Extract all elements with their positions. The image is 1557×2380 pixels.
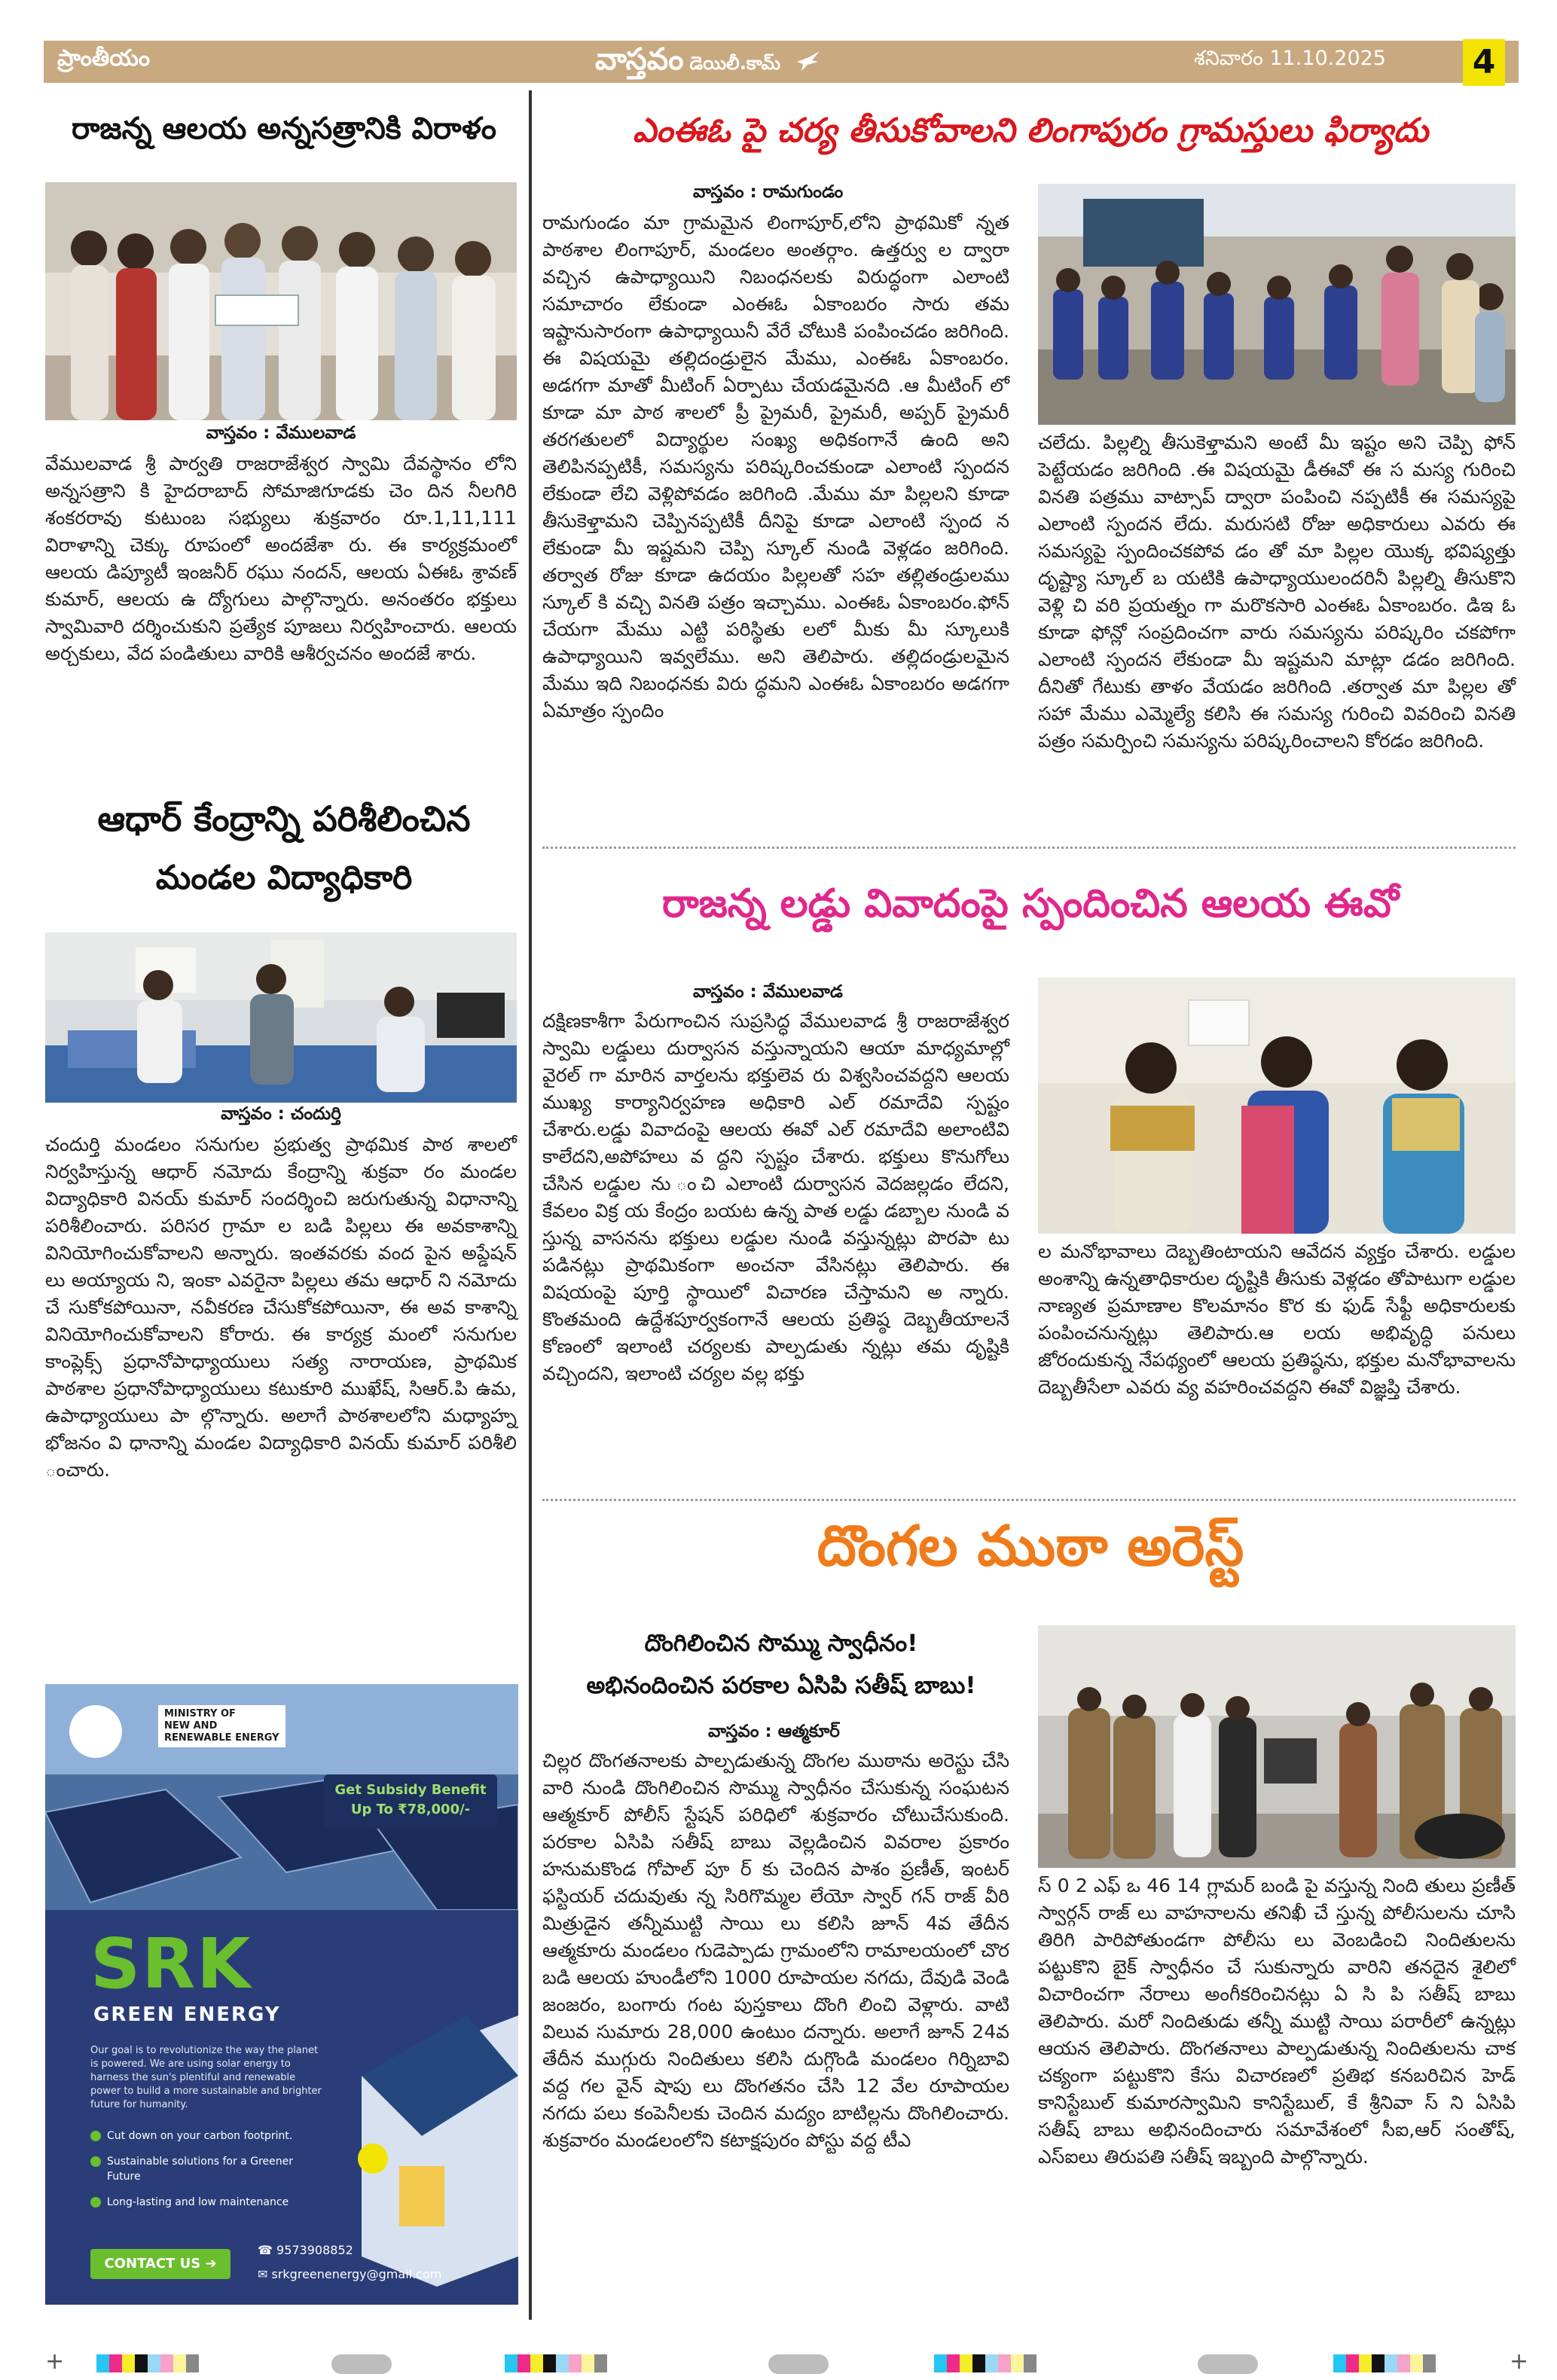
subsidy-line2: Up To ₹78,000/-	[350, 1802, 471, 1817]
right-story3-dateline: వాస్తవం : ఆత్మకూర్	[708, 1722, 840, 1741]
temple-eo-photo	[1038, 978, 1516, 1234]
contact-us-label: CONTACT US	[104, 2256, 201, 2272]
state-emblem-icon	[69, 1705, 122, 1758]
srk-green-energy-ad	[45, 1684, 518, 2305]
bird-icon	[795, 50, 821, 72]
right-story3-body-col1: చిల్లర దొంగతనాలకు పాల్పడుతున్న దొంగల ముఠాను అరెస్టు చేసి వారి నుండి దొంగిలించిన సొమ్ము స్వాధీనం చేసుకున్న సంఘటన ఆత్మకూర్ పోలీస్ స్టేషన్ పరిధిలో శుక్రవారం చోటుచేసుకుంది. పరకాల ఏసిపి సతీష్ బాబు వెల్లడించిన వివరాల ప్రకారం హనుమకొండ గోపాల్ పూ ర్ కు చెందిన పాశం ప్రణీత్, ఇంటర్ ఫస్టియర్ చదువుతు న్న సిరిగొమ్మల లేయో స్వార్ గన్ రాజ్ వీరి మిత్రుడైన తన్నీముట్టి సాయి లు కలిసి జూన్ 4వ తేదీన ఆత్మకూరు మండలం గుడెప్పాడు గ్రామంలోని రామాలయంలో చొర బడి ఆలయ హుండీలోని 1000 రూపాయల నగదు, దేవుడి వెండి జంజరం, బంగారు గంట పుస్తకాలు దొంగి లించి వెళ్లారు. వాటి విలువ సుమారు 28,000 ఉంటుం దన్నారు. అలాగే జూన్ 24వ తేదీన ముగ్గురు నిందితులు కలిసి దుగ్గొండి మండలం గిర్నిబావి వద్ద గల వైన్ షాపు లు దొంగతనం చేసి 12 వేల రూపాయల నగదు పలు కంపెనీలకు చెందిన మద్యం బాటిల్లను దొంగిలించారు. శుక్రవారం మండలంలోని కటాక్షపురం పోస్టు వద్ద టీఎ	[542, 1750, 1009, 2151]
right-story1-body-col2: చలేదు. పిల్లల్ని తీసుకెళ్తామని అంటే మీ ఇష్టం అని చెప్పి ఫోన్ పెట్టేయడం జరిగింది .ఈ విషయమై డీఈవో ఈ స మస్య గురించి వినతి పత్రము వాట్సాప్ ద్వారా పంపించి నప్పటికీ ఈ సమస్యపై ఎలాంటి స్పందన లేదు. మరుసటి రోజు అధికారులు ఎవరు ఈ సమస్యపై స్పందించకపోవ డం తో మా పిల్లల యొక్క భవిష్యత్తు దృష్ట్యా స్కూల్ బ యటికి ఉపాధ్యాయులందరినీ పిల్లల్ని తీసుకొని వెళ్లి చి వరి ప్రయత్నం గా మరొకసారి ఎంఈఓ ఏకాంబరం. డిఇ ఓ కూడా ఫోన్లో సంప్రదించగా వారు సమస్యను పరిష్కరిం చకపోగా ఎలాంటి స్పందన లేకుండా మీ ఇష్టమని మాట్లా డడం జరిగింది. దీనితో గేటుకు తాళం వేయడం జరిగింది .తర్వాత మా పిల్లల తో సహా మేము ఎమ్మెల్యే కలిసి ఈ సమస్య గురించి వివరించి వినతి పత్రం సమర్పించి సమస్యను పరిష్కరించాలని కోరడం జరిగింది.	[1038, 432, 1516, 752]
ad-phone	[258, 2243, 353, 2257]
section-separator	[542, 847, 1516, 849]
story2-dateline: వాస్తవం : చందుర్తి	[221, 1104, 341, 1124]
ad-email	[258, 2267, 441, 2281]
subsidy-badge	[324, 1774, 497, 1829]
story1-dateline: వాస్తవం : వేములవాడ	[206, 423, 356, 443]
ad-point-text: Cut down on your carbon footprint.	[107, 2130, 293, 2142]
right-story3-body-col2: స్ 0 2 ఎఫ్ ఒ 46 14 గ్లామర్ బండి పై వస్తున్న నింది తులు ప్రణీత్ స్వార్గన్ రాజ్ లు వాహనాలను తనిఖీ చే స్తున్న పోలీసులను చూసి తిరిగి పారిపోతుండగా పోలీసు లు వెంబడించి నిందితులను పట్టుకొని బైక్ స్వాధీనం చే సుకున్నారు వారిని తనదైన శైలిలో విచారించగా నేరాలు అంగీకరించినట్లు ఏ సి పి సతీష్ బాబు తెలిపారు. మరో నిందితుడు తన్నీ ముట్టి సాయి పరారీలో ఉన్నట్లు ఆయన తెలిపారు. దొంగతనాలు పాల్పడుతున్న నిందితులను చాక చక్యంగా పట్టుకొని కేసు విచారణలో ప్రతిభ కనబరిచిన హెడ్ కానిస్టేబుల్ కుమారస్వామిని కానిస్టేబుల్, కే శ్రీనివా స్ ని ఏసిపి సతీష్ బాబు అభినందించారు సమావేశంలో సీఐ,ఆర్ సంతోష్, ఎస్ఐలు తిరుపతి సతీష్ ఇబ్బంది పాల్గొన్నారు.	[1038, 1875, 1516, 2168]
masthead-title: వాస్తవం	[595, 42, 684, 77]
left-story1-headline: రాజన్న ఆలయ అన్నసత్రానికి విరాళం	[71, 111, 497, 146]
masthead	[595, 42, 821, 84]
issue-date: శనివారం 11.10.2025	[1194, 47, 1386, 70]
section-separator	[542, 1499, 1516, 1501]
right-story3-sub2: అభినందించిన పరకాల ఏసిపి సతీష్ బాబు!	[586, 1672, 976, 1699]
section-label: ప్రాంతీయం	[57, 45, 151, 72]
leaf-icon	[90, 2131, 101, 2141]
ad-email-address: srkgreenenergy@gmail.com	[271, 2267, 442, 2281]
ad-phone-number: 9573908852	[276, 2243, 353, 2257]
gang-arrest-photo	[1038, 1625, 1516, 1868]
right-story2-body-col1: దక్షిణకాశీగా పేరుగాంచిన సుప్రసిద్ధ వేములవాడ శ్రీ రాజరాజేశ్వర స్వామి లడ్డులు దుర్వాసన వస్తున్నాయని ఆయా మాధ్యమాల్లో వైరల్ గా మారిన వార్తలను భక్తులెవ రు విశ్వసించవద్దని ఆలయ ముఖ్య కార్యానిర్వహణ అధికారి ఎల్ రమాదేవి స్పష్టం చేశారు.లడ్డు వివాదంపై ఆలయ ఈవో ఎల్ రమాదేవి అలాంటివి కాలేదని,అపోహలు వ ద్దని స్పష్టం చేశారు. భక్తులు కొనుగోలు చేసిన లడ్డుల ను ంచి ఎలాంటి దుర్వాసన వెదజల్లడం లేదని, కేవలం విక్ర య కేంద్రం బయట ఉన్న పాత లడ్డు డబ్బాల నుండి వ స్తున్న వాసనను భక్తులు లడ్డుల నుండి వస్తున్నట్లు పొరపా టు పడినట్లు ప్రాథమికంగా అంచనా వేసినట్లు తెలిపారు. ఈ విషయంపై పూర్తి స్థాయిలో విచారణ చేస్తామని అ న్నారు. కొంతమంది ఉద్దేశపూర్వకంగానే ఆలయ ప్రతిష్ఠ దెబ్బతీయాలనే కోణంలో ఇలాంటి చర్యలకు పాల్పడుతు న్నట్లు తమ దృష్టికి వచ్చిందని, ఇలాంటి చర్యల వల్ల భక్తు	[542, 1010, 1009, 1384]
parents-protest-photo	[1038, 184, 1516, 425]
masthead-sub: డెయిలీ.కామ్	[689, 53, 781, 74]
subsidy-line1: Get Subsidy Benefit	[334, 1782, 487, 1798]
registration-mark-left: +	[45, 2348, 65, 2375]
ad-point	[90, 2195, 316, 2210]
page-number: 4	[1463, 39, 1505, 86]
ad-goal-text: Our goal is to revolutionize the way the planet is powered. We are using solar energy to harness the sun's plentiful and renewable power to build a more sustainable and brighter future for humanity.	[90, 2045, 322, 2110]
column-divider	[529, 90, 532, 2320]
ministry-line2: NEW AND	[164, 1720, 218, 1732]
ad-point	[90, 2154, 316, 2184]
right-story1-headline: ఎంఈఓ పై చర్య తీసుకోవాలని లింగాపురం గ్రామస్తులు ఫిర్యాదు	[632, 111, 1429, 150]
registration-oval	[331, 2354, 392, 2374]
ad-point	[90, 2128, 316, 2144]
srk-logo-sub: GREEN ENERGY	[93, 2003, 281, 2026]
right-story2-body-col2: ల మనోభావాలు దెబ్బతింటాయని ఆవేదన వ్యక్తం చేశారు. లడ్డుల అంశాన్ని ఉన్నతాధికారుల దృష్టికి తీసుకు వెళ్లడం తోపాటుగా లడ్డుల నాణ్యత ప్రమాణాల కొలమానం కొర కు ఫుడ్ సేఫ్టీ అధికారులకు పంపించనున్నట్లు తెలిపారు.ఆ లయ అభివృద్ధి పనులు జోరందుకున్న నేపథ్యంలో ఆలయ ప్రతిష్ఠను, భక్తుల మనోభావాలను దెబ్బతీసేలా ఎవరు వ్య వహరించవద్దని ఈవో విజ్ఞప్తి చేశారు.	[1038, 1240, 1516, 1398]
donation-photo	[45, 182, 517, 420]
leaf-icon	[90, 2156, 101, 2167]
right-story1-body-col1: రామగుండం మా గ్రామమైన లింగాపూర్,లోని ప్రాథమికో న్నత పాఠశాల లింగాపూర్, మండలం అంతర్గాం. ఉత్తర్వు ల ద్వారా వచ్చిన ఉపాధ్యాయిని నిబంధనలకు విరుద్ధంగా ఎలాంటి సమాచారం లేకుండా ఎంఈఓ ఏకాంబరం సారు తమ ఇష్టానుసారంగా ఉపాధ్యాయినీ వేరే చోటుకి పంపించడం జరిగింది. ఈ విషయమై తల్లిదండ్రులైన మేము, ఎంఈఓ ఏకాంబరం. అడగగా మాతో మీటింగ్ ఏర్పాటు చేయడమైనది .ఆ మీటింగ్ లో కూడా మా పాఠ శాలలో ప్రీ ప్రైమరీ, ప్రైమరీ, అప్పర్ ప్రైమరీ తరగతులలో విద్యార్థుల సంఖ్య అధికంగానే ఉంది అని తెలిపినప్పటికీ, సమస్యను పరిష్కరించకుండా ఎలాంటి స్పందన లేకుండా లేచి వెళ్లిపోవడం జరిగింది .మేము మా పిల్లలని కూడా తీసుకెళ్తామని చెప్పినప్పటికీ దీనిపై కూడా ఎలాంటి స్పంద న లేకుండా మీ ఇష్టమని చెప్పి స్కూల్ నుండి వెళ్లడం జరిగింది. తర్వాత రోజు కూడా ఉదయం పిల్లలతో సహ తల్లితండ్రులము స్కూల్ కి వచ్చి వినతి పత్రం ఇచ్చాము. ఎంఈఓ ఏకాంబరం.ఫోన్ చేయగా మేము ఎట్టి పరిస్థితు లలో మీకు మీ స్కూలుకి ఉపాధ్యాయిని ఇవ్వలేము. అని తెలిపారు. తల్లిదండ్రులమైన మేము ఇది నిబంధనకు విరు ద్ధమని ఎంఈఓ ఏకాంబరం అడగగా ఏమాత్రం స్పందిం	[542, 212, 1009, 722]
registration-mark-right: +	[1510, 2348, 1529, 2375]
right-story1-dateline: వాస్తవం : రామగుండం	[693, 182, 844, 202]
ministry-logo	[158, 1705, 285, 1747]
left-story2-headline-2: మండల విద్యాధికారి	[155, 859, 413, 897]
color-bar	[96, 2354, 199, 2374]
ministry-line1: MINISTRY OF	[164, 1708, 236, 1719]
mail-icon: ✉	[258, 2267, 272, 2281]
right-story2-dateline: వాస్తవం : వేములవాడ	[693, 982, 843, 1002]
ad-point-text: Long-lasting and low maintenance	[107, 2196, 289, 2208]
leaf-icon	[90, 2197, 101, 2208]
right-story2-headline: రాజన్న లడ్డు వివాదంపై స్పందించిన ఆలయ ఈవో	[661, 881, 1399, 926]
right-story3-headline: దొంగల ముఠా అరెస్ట్	[817, 1514, 1244, 1579]
registration-oval	[1198, 2354, 1258, 2374]
story2-body: చందుర్తి మండలం సనుగుల ప్రభుత్వ ప్రాథమిక పాఠ శాలలో నిర్వహిస్తున్న ఆధార్ నమోదు కేంద్రాన్ని శుక్రవా రం మండల విద్యాధికారి వినయ్ కుమార్ సందర్శించి జరుగుతున్న విధానాన్ని పరిశీలించారు. పరిసర గ్రామా ల బడి పిల్లలు ఈ అవకాశాన్ని వినియోగించుకోవాలని అన్నారు. ఇంతవరకు వంద పైన అప్డేషన్ లు అయ్యాయ ని, ఇంకా ఎవరైనా పిల్లలు తమ ఆధార్ ని నమోదు చే సుకోకపోయినా, నవీకరణ చేసుకోకపోయినా, ఈ అవ కాశాన్ని వినియోగించుకోవాలని కోరారు. ఈ కార్యక్ర మంలో సనుగుల కాంప్లెక్స్ ప్రధానోపాధ్యాయులు సత్య నారాయణ, ప్రాథమిక పాఠశాల ప్రధానోపాధ్యాయులు కటుకూరి ముఖేష్, సిఆర్.పి ఉమ, ఉపాధ్యాయులు పా ల్గొన్నారు. అలాగే పాఠశాలలోని మధ్యాహ్న భోజనం వి ధానాన్ని మండల విద్యాధికారి వినయ్ కుమార్ పరిశీలి ంచారు.	[45, 1134, 517, 1481]
color-bar	[505, 2354, 607, 2374]
color-bar	[934, 2354, 1036, 2374]
contact-us-button[interactable]: CONTACT US ➔	[90, 2249, 230, 2279]
left-story2-headline-1: ఆధార్ కేంద్రాన్ని పరిశీలించిన	[97, 798, 471, 839]
ad-points	[90, 2128, 316, 2210]
color-bar	[1333, 2354, 1436, 2374]
story1-body: వేములవాడ శ్రీ పార్వతి రాజరాజేశ్వర స్వామి దేవస్థానం లోని అన్నసత్రాని కి హైదరాబాద్ సోమాజిగూడకు చెం దిన నీలగిరి శంకరరావు కుటుంబ సభ్యులు శుక్రవారం రూ.1,11,111 విరాళాన్ని చెక్కు రూపంలో అందజేశా రు. ఈ కార్యక్రమంలో ఆలయ డిప్యూటీ ఇంజనీర్ రఘు నందన్, ఆలయ ఏఈఓ శ్రావణ్ కుమార్, ఆలయ ఉ ద్యోగులు పాల్గొన్నారు. అనంతరం భక్తులు స్వామివారి దర్శించుకుని ప్రత్యేక పూజలు నిర్వహించారు. ఆలయ అర్చకులు, వేద పండితులు వారికి ఆశీర్వచనం అందజే శారు.	[45, 453, 517, 664]
srk-logo: SRK	[90, 1924, 252, 2004]
ministry-line3: RENEWABLE ENERGY	[164, 1732, 279, 1744]
phone-icon: ☎	[258, 2243, 277, 2257]
ad-point-text: Sustainable solutions for a Greener Future	[107, 2156, 293, 2183]
registration-oval	[768, 2354, 829, 2374]
aadhaar-center-photo	[45, 932, 517, 1103]
right-story3-sub1: దొంగిలించిన సొమ్ము స్వాధీనం!	[644, 1630, 918, 1657]
